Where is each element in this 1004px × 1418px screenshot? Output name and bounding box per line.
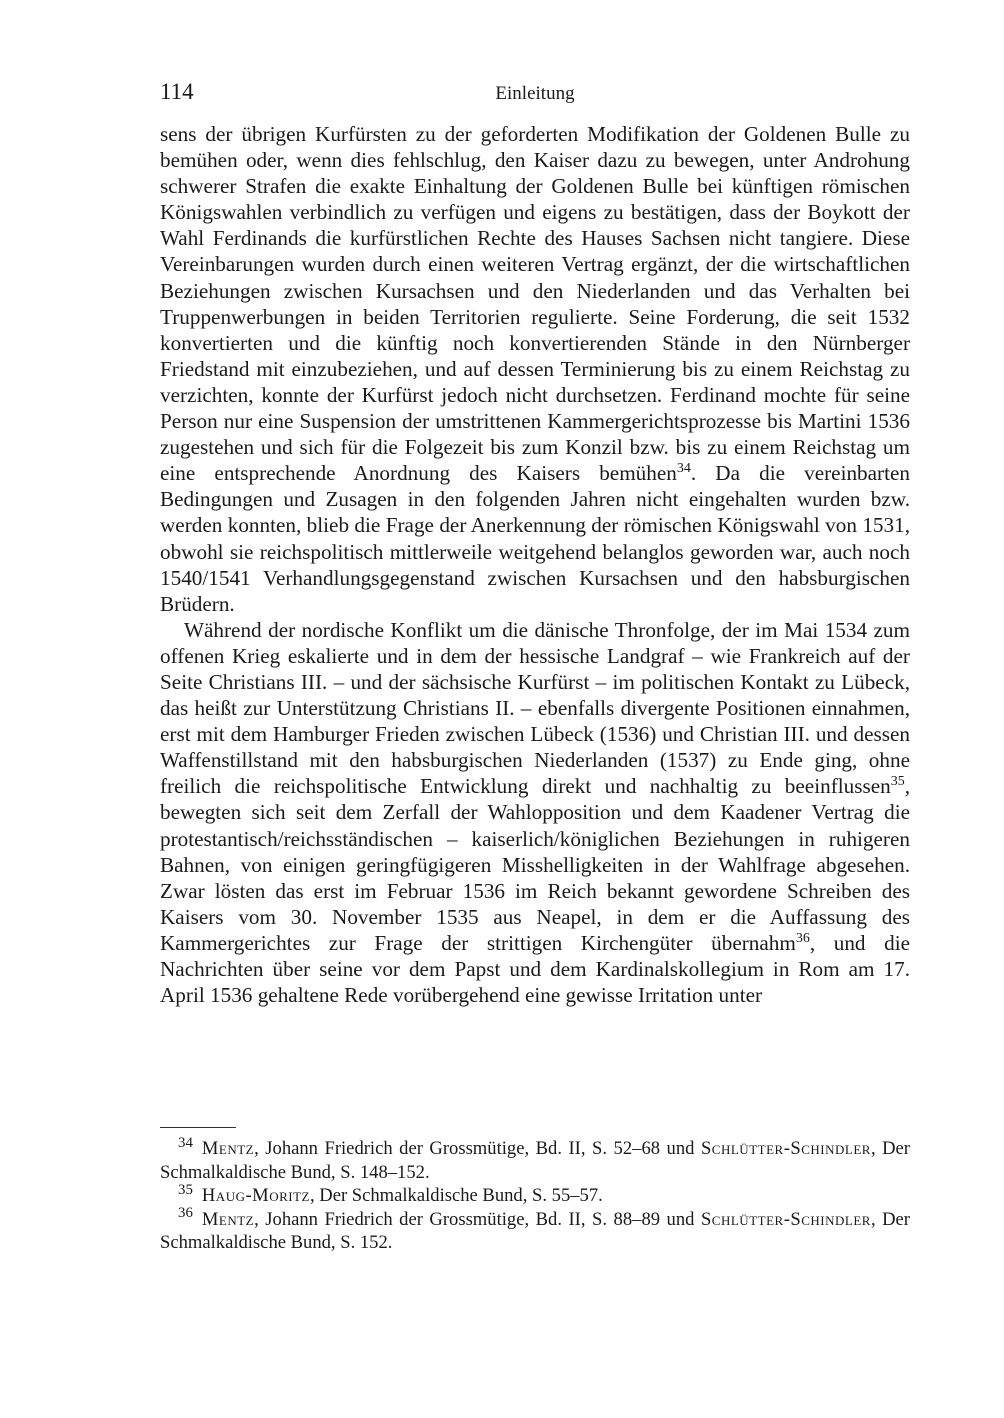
author-name: Haug-Moritz (201, 1185, 310, 1206)
author-name: Mentz (201, 1208, 255, 1230)
author-name: Schlütter-Schindler (700, 1208, 871, 1230)
footnote-36 (160, 1205, 910, 1255)
footnote-ref-34[interactable]: 34 (676, 461, 691, 477)
author-name: Mentz (201, 1138, 255, 1159)
citation-text: , Der Schmalkaldische Bund, S. 55–57. (309, 1185, 603, 1206)
footnote-ref-35[interactable]: 35 (890, 774, 905, 790)
text-span: Während der nordische Konflikt um die dänische Thronfolge, der im Mai 1534 zum offenen Krieg eskalierte und in dem der hessische Landgraf – wie Frankreich auf der Seite Christians III. – und der sächsische Kurfürst – im politischen Kontakt zu Lübeck, das heißt zur Unterstützung Christians II. – ebenfalls divergente Positionen einnahmen, erst mit dem Hamburger Frieden zwischen Lübeck (1536) und Christian III. und dessen Waffenstillstand mit den habsburgischen Niederlanden (1537) zu Ende ging, ohne freilich die reichspolitische Entwicklung direkt und nachhaltig zu beeinflussen (160, 617, 910, 799)
citation-text: , Johann Friedrich der Grossmütige, Bd. II, S. 88–89 und (254, 1208, 701, 1230)
citation-text: , Johann Friedrich der Grossmütige, Bd. II, S. 52–68 und (254, 1138, 701, 1159)
paragraph-2 (160, 617, 910, 1008)
main-text (160, 121, 910, 1008)
footnote-number: 34 (178, 1134, 193, 1151)
text-span: . Da die vereinbarten Bedingungen und Zusagen in den folgenden Jahren nicht eingehalten wurden bzw. werden konnten, blieb die Frage der Anerkennung der römischen Königswahl von 1531, obwohl sie reichspolitisch mittlerweile weitgehend belanglos geworden war, auch noch 1540/1541 Verhandlungsgegenstand zwischen Kursachsen und den habsburgischen Brüdern. (160, 461, 910, 616)
footnotes (160, 1134, 910, 1255)
citation-text: , Der Schmalkaldische Bund, S. 152. (160, 1208, 910, 1253)
text-span: , bewegten sich seit dem Zerfall der Wahlopposition und dem Kaadener Vertrag die protestantisch/​reichsständischen – kaiserlich/königlichen Beziehungen in ruhigeren Bahnen, von einigen geringfügigeren Misshelligkeiten in der Wahlfrage abgesehen. Zwar lösten das erst im Februar 1536 im Reich bekannt gewordene Schreiben des Kaisers vom 30. November 1535 aus Neapel, in dem er die Auffassung des Kammergerichtes zur Frage der strittigen Kirchengüter übernahm (160, 774, 910, 955)
text-span: sens der übrigen Kurfürsten zu der geforderten Modifikation der Goldenen Bulle zu bemühen oder, wenn dies fehlschlug, den Kaiser dazu zu bewegen, unter Androhung schwerer Strafen die exakte Einhaltung der Goldenen Bulle bei künftigen römischen Königswahlen verbindlich zu verfügen und eigens zu bestätigen, dass der Boykott der Wahl Ferdinands die kurfürstlichen Rechte des Hauses Sachsen nicht tangiere. Diese Vereinbarungen wurden durch einen weiteren Vertrag ergänzt, der die wirtschaftlichen Beziehungen zwischen Kursachsen und den Niederlanden und das Verhalten bei Truppenwerbungen in beiden Territorien regulierte. Seine Forderung, die seit 1532 konvertierten und die künftig noch konvertierenden Stände in den Nürnberger Friedstand mit einzubeziehen, und auf dessen Terminierung bis zu einem Reichstag zu verzichten, konnte der Kurfürst jedoch nicht durchsetzen. Ferdinand mochte für seine Person nur eine Suspension der umstrittenen Kammergerichtsprozesse bis Martini 1536 zugestehen und sich für die Folgezeit bis zum Konzil bzw. bis zu einem Reichstag um eine entsprechende Anordnung des Kaisers bemühen (160, 122, 910, 486)
paragraph-1 (160, 121, 910, 617)
footnote-34 (160, 1134, 910, 1184)
author-name: Schlütter-Schindler (700, 1138, 871, 1159)
footnote-35 (160, 1181, 910, 1208)
footnote-ref-36[interactable]: 36 (795, 930, 810, 946)
footnote-number: 36 (178, 1205, 193, 1222)
footnote-number: 35 (178, 1181, 193, 1198)
page-number: 114 (160, 79, 194, 104)
running-head: Einleitung (495, 83, 575, 104)
text-span: , und die Nachrichten über seine vor dem Papst und dem Kardinalskollegium in Rom am 17. April 1536 gehaltene Rede vorübergehend eine gewisse Irritation unter (160, 930, 910, 1008)
footnote-divider (160, 1127, 236, 1128)
citation-text: , Der Schmalkaldische Bund, S. 148–152. (160, 1138, 910, 1183)
